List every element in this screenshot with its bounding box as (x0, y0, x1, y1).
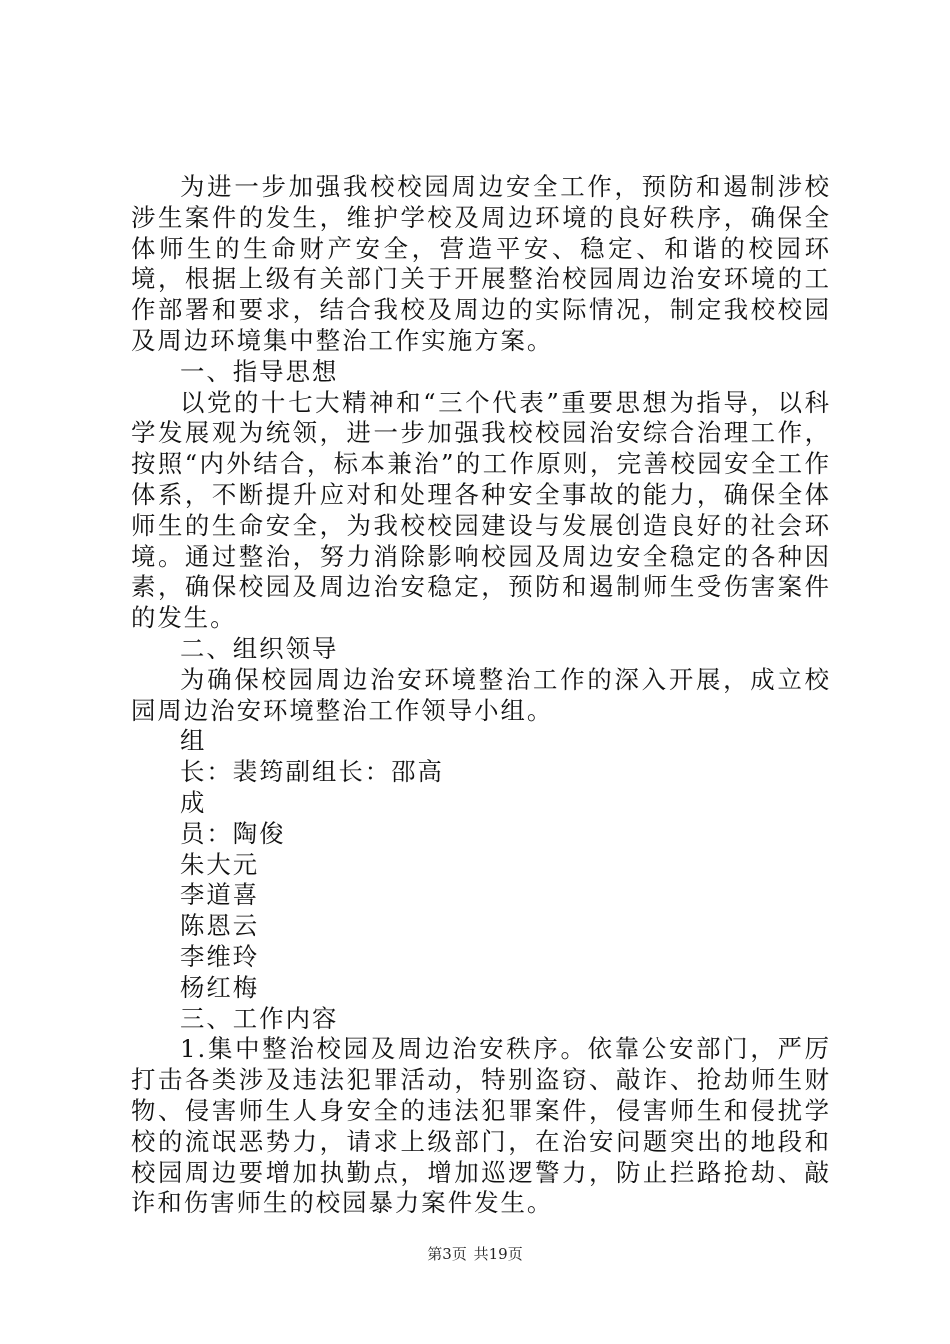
section-heading-guiding-ideology: 一、指导思想 (180, 356, 339, 386)
document-body (131, 172, 831, 1219)
member-name-line: 杨红梅 (180, 972, 260, 1002)
page-total: 共19页 (473, 1245, 523, 1263)
intro-paragraph: 为进一步加强我校校园周边安全工作，预防和遏制涉校涉生案件的发生，维护学校及周边环境的良好秩序，确保全体师生的生命财产安全，营造平安、稳定、和谐的校园环境，根据上级有关部门关于开展整治校园周边治安环境的工作部署和要求，结合我校及周边的实际情况，制定我校校园及周边环境集中整治工作实施方案。 (131, 172, 831, 355)
section-heading-leadership: 二、组织领导 (180, 633, 339, 663)
member-name-line: 陈恩云 (180, 911, 260, 941)
page-number: 第3页 (427, 1245, 467, 1263)
guiding-ideology-paragraph: 以党的十七大精神和“三个代表”重要思想为指导，以科学发展观为统领，进一步加强我校校园治安综合治理工作，按照“内外结合，标本兼治”的工作原则，完善校园安全工作体系，不断提升应对和处理各种安全事故的能力，确保全体师生的生命安全，为我校校园建设与发展创造良好的社会环境。通过整治，努力消除影响校园及周边安全稳定的各种因素，确保校园及周边治安稳定，预防和遏制师生受伤害案件的发生。 (131, 387, 831, 633)
section-heading-work-content: 三、工作内容 (180, 1003, 339, 1033)
member-name-line: 李维玲 (180, 941, 260, 971)
member-name-line: 员：陶俊 (180, 818, 286, 848)
leadership-paragraph: 为确保校园周边治安环境整治工作的深入开展，成立校园周边治安环境整治工作领导小组。 (131, 664, 831, 725)
leader-names-line: 长：裴筠副组长：邵高 (180, 757, 444, 787)
page-footer (0, 1244, 950, 1264)
work-item-paragraph: 1.集中整治校园及周边治安秩序。依靠公安部门，严厉打击各类涉及违法犯罪活动，特别盗窃、敲诈、抢劫师生财物、侵害师生人身安全的违法犯罪案件，侵害师生和侵扰学校的流氓恶势力，请求上级部门，在治安问题突出的地段和校园周边要增加执勤点，增加巡逻警力，防止拦路抢劫、敲诈和伤害师生的校园暴力案件发生。 (131, 1034, 831, 1218)
member-name-line: 朱大元 (180, 849, 260, 879)
member-name-line: 李道喜 (180, 880, 260, 910)
member-label-line: 成 (180, 787, 207, 817)
leader-label-line: 组 (180, 726, 207, 756)
